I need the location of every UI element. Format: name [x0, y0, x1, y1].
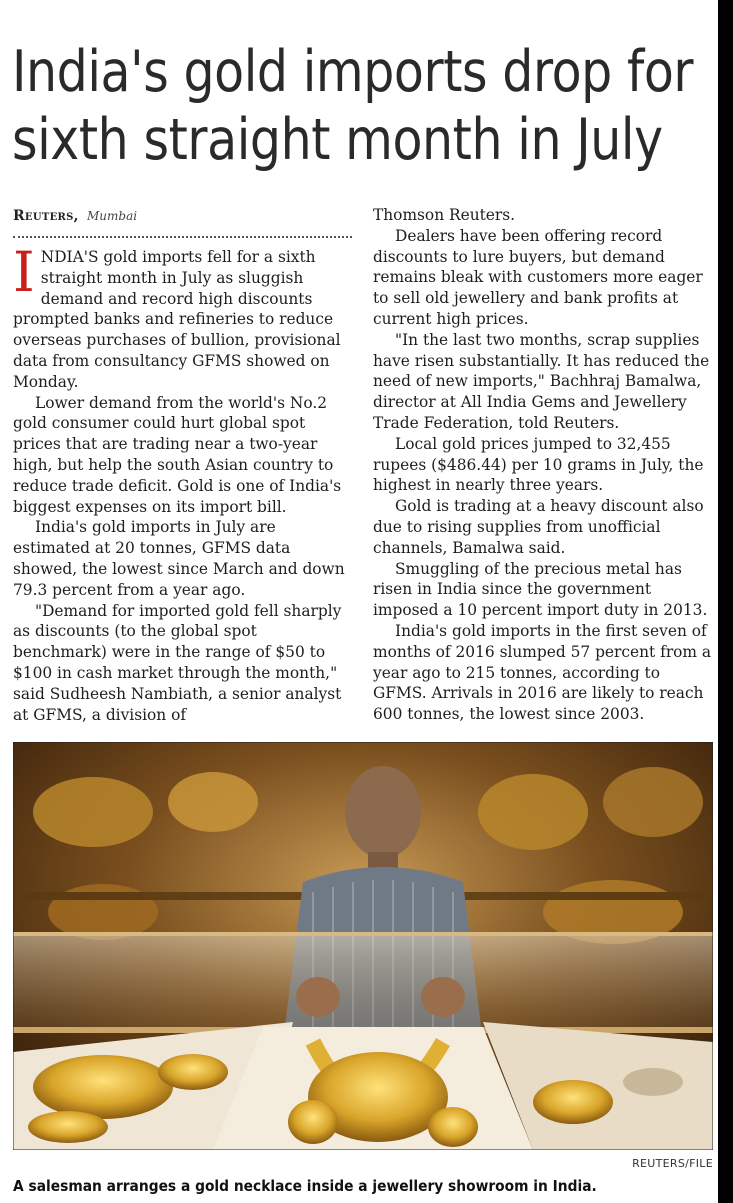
byline-divider — [13, 236, 352, 238]
jewellery-showroom-photo — [13, 742, 713, 1150]
headline-line-2: sixth straight month in July — [12, 107, 663, 173]
photo-caption: A salesman arranges a gold necklace inside a jewellery showroom in India. — [13, 1177, 597, 1195]
photo-illustration — [13, 742, 713, 1150]
article-paragraph — [13, 240, 355, 393]
page-edge-bar — [718, 0, 733, 1203]
article-paragraph: Local gold prices jumped to 32,455 rupees ($486.44) per 10 grams in July, the highest in nearly three years. — [373, 434, 704, 495]
article-paragraph: Gold is trading at a heavy discount also due to rising supplies from unofficial channels, Bamalwa said. — [373, 497, 704, 557]
headline — [12, 38, 694, 174]
drop-cap: I — [13, 240, 35, 304]
byline — [13, 208, 137, 224]
article-paragraph: Lower demand from the world's No.2 gold consumer could hurt global spot prices that are trading near a two-year high, but help the south Asian country to reduce trade deficit. Gold is one of India's biggest expenses on its import bill. — [13, 393, 342, 516]
article-column-1 — [13, 240, 355, 725]
article-paragraph: Dealers have been offering record discounts to lure buyers, but demand remains bleak with customers more eager to sell old jewellery and bank profits at current high prices. — [373, 226, 703, 328]
lead-text: NDIA'S gold imports fell for a sixth straight month in July as sluggish demand and record high discounts prompted banks and refineries to reduce overseas purchases of bullion, provisional data from consultancy GFMS showed on Monday. — [13, 248, 341, 391]
article-column-2 — [373, 205, 715, 725]
photo-credit: REUTERS/FILE — [632, 1157, 713, 1170]
article-paragraph: India's gold imports in July are estimated at 20 tonnes, GFMS data showed, the lowest since March and down 79.3 percent from a year ago. — [13, 518, 345, 599]
headline-line-1: India's gold imports drop for — [12, 39, 694, 105]
article-paragraph: "In the last two months, scrap supplies have risen substantially. It has reduced the need of new imports," Bachhraj Bamalwa, director at All India Gems and Jewellery Trade Federation, told Reuters. — [373, 330, 710, 432]
article-paragraph: Smuggling of the precious metal has risen in India since the government imposed a 10 percent import duty in 2013. — [373, 559, 708, 620]
byline-agency: Reuters, — [13, 208, 79, 224]
byline-city: Mumbai — [87, 209, 138, 223]
article-paragraph: Thomson Reuters. — [373, 206, 516, 224]
article-paragraph: India's gold imports in the first seven of months of 2016 slumped 57 percent from a year ago to 215 tonnes, according to GFMS. Arrivals in 2016 are likely to reach 600 tonnes, the lowest since 2003. — [373, 621, 712, 724]
article-paragraph: "Demand for imported gold fell sharply as discounts (to the global spot benchmark) were in the range of $50 to $100 in cash market through the month," said Sudheesh Nambiath, a senior analyst at GFMS, a division of — [13, 601, 342, 724]
